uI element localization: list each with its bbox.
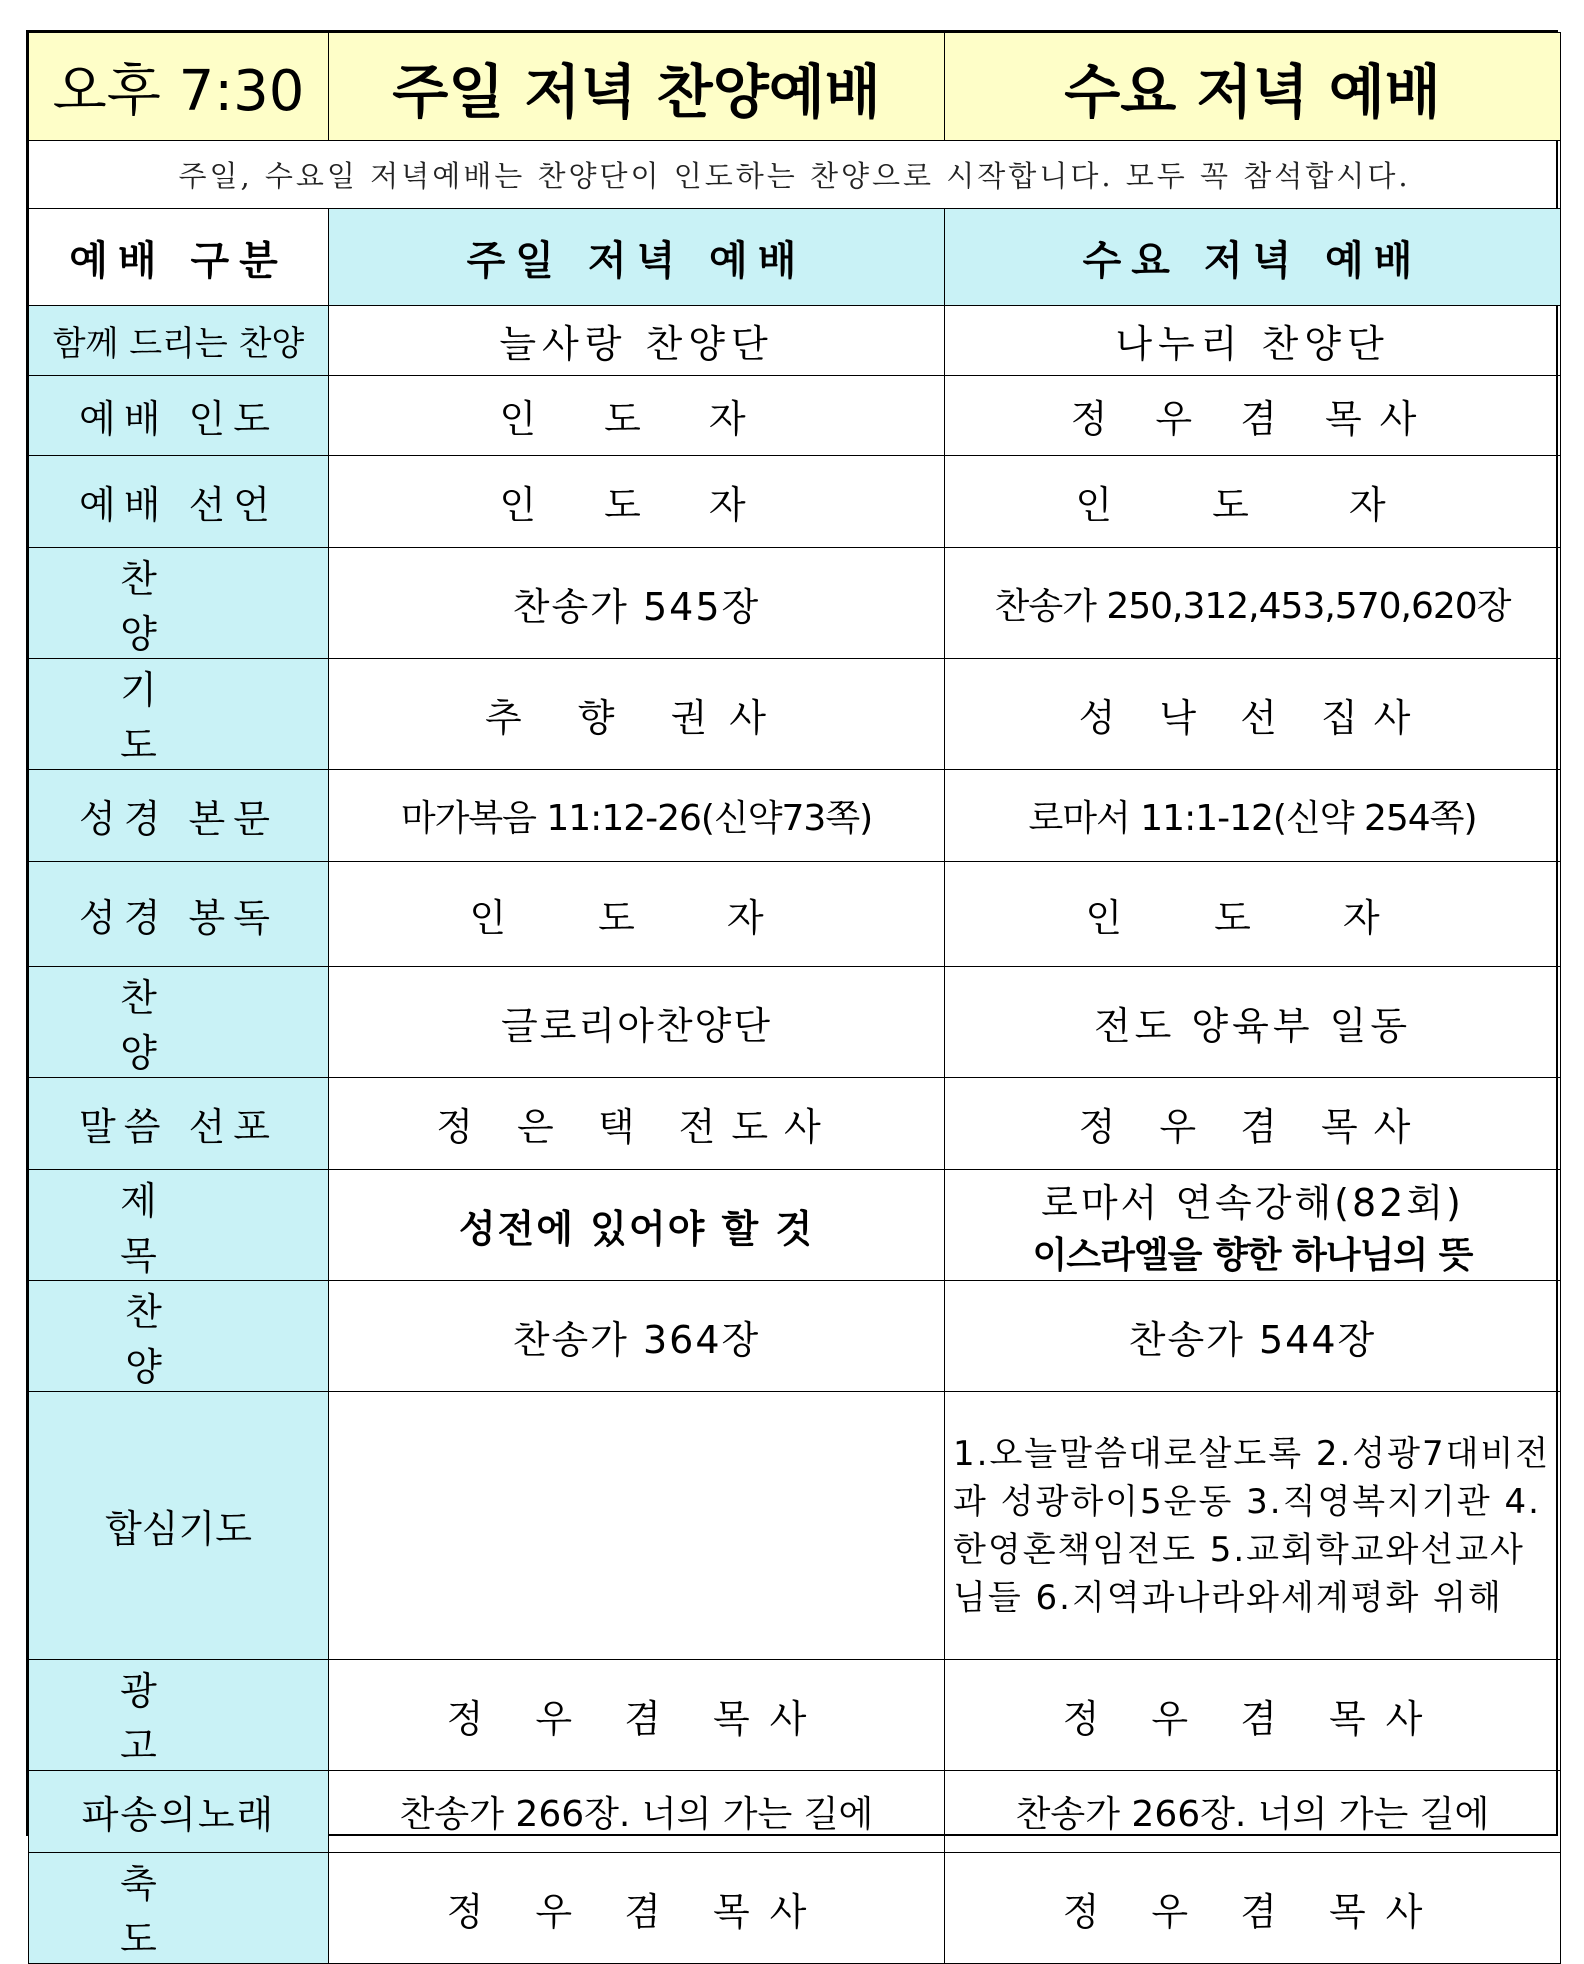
sunday-cell: 찬송가 545장 — [329, 548, 945, 659]
row-label: 제 목 — [29, 1170, 329, 1281]
table-row — [29, 306, 1561, 376]
row-label: 광 고 — [29, 1660, 329, 1771]
sunday-cell: 인 도 자 — [329, 862, 945, 967]
sunday-cell: 마가복음 11:12-26(신약73쪽) — [329, 770, 945, 862]
table-row — [29, 548, 1561, 659]
sunday-cell: 글로리아찬양단 — [329, 967, 945, 1078]
row-label: 찬 양 — [29, 1281, 329, 1392]
sunday-cell: 인 도 자 — [329, 376, 945, 456]
notice-row — [29, 141, 1561, 209]
table-row — [29, 1853, 1561, 1964]
row-label: 함께 드리는 찬양 — [29, 306, 329, 376]
wednesday-cell: 정 우 겸 목사 — [945, 1078, 1561, 1170]
row-label: 찬 양 — [29, 967, 329, 1078]
wednesday-cell: 찬송가 250,312,453,570,620장 — [945, 548, 1561, 659]
column-header-label: 예배 구분 — [29, 209, 329, 306]
row-label: 찬 양 — [29, 548, 329, 659]
wednesday-cell: 인 도 자 — [945, 456, 1561, 548]
prayer-topics-wednesday: 1.오늘말씀대로살도록 2.성광7대비전과 성광하이5운동 3.직영복지기관 4.한영혼책임전도 5.교회학교와선교사님들 6.지역과나라와세계평화 위해 — [945, 1392, 1561, 1660]
wednesday-cell: 로마서 11:1-12(신약 254쪽) — [945, 770, 1561, 862]
table-row — [29, 1392, 1561, 1660]
row-label: 파송의노래 — [29, 1771, 329, 1853]
table-row — [29, 1170, 1561, 1281]
row-label: 성경 봉독 — [29, 862, 329, 967]
sunday-cell: 인 도 자 — [329, 456, 945, 548]
row-label: 성경 본문 — [29, 770, 329, 862]
table-row — [29, 770, 1561, 862]
sermon-series-wednesday: 로마서 연속강해(82회) — [1041, 1181, 1464, 1225]
notice-text: 주일, 수요일 저녁예배는 찬양단이 인도하는 찬양으로 시작합니다. 모두 꼭 참석합시다. — [29, 141, 1561, 209]
table-row — [29, 659, 1561, 770]
row-label: 말씀 선포 — [29, 1078, 329, 1170]
column-header-row — [29, 209, 1561, 306]
sunday-cell: 정 은 택 전도사 — [329, 1078, 945, 1170]
sunday-cell: 정 우 겸 목사 — [329, 1853, 945, 1964]
row-label: 축 도 — [29, 1853, 329, 1964]
column-header-sunday: 주일 저녁 예배 — [329, 209, 945, 306]
header-row — [29, 33, 1561, 141]
sunday-cell: 찬송가 364장 — [329, 1281, 945, 1392]
sunday-service-title: 주일 저녁 찬양예배 — [329, 33, 945, 141]
wednesday-cell: 성 낙 선 집사 — [945, 659, 1561, 770]
wednesday-cell: 찬송가 544장 — [945, 1281, 1561, 1392]
wednesday-cell: 전도 양육부 일동 — [945, 967, 1561, 1078]
row-label: 예배 선언 — [29, 456, 329, 548]
table-row — [29, 1078, 1561, 1170]
service-time: 오후 7:30 — [29, 33, 329, 141]
sermon-title-wednesday-cell — [945, 1170, 1561, 1281]
sunday-cell: 추 향 권사 — [329, 659, 945, 770]
worship-schedule-table — [28, 32, 1561, 1964]
wednesday-cell: 정 우 겸 목사 — [945, 1660, 1561, 1771]
table-row — [29, 862, 1561, 967]
sunday-cell: 찬송가 266장. 너의 가는 길에 — [329, 1771, 945, 1853]
wednesday-cell: 인 도 자 — [945, 862, 1561, 967]
wednesday-cell: 정 우 겸 목사 — [945, 376, 1561, 456]
table-row — [29, 376, 1561, 456]
sunday-cell — [329, 1392, 945, 1660]
row-label: 예배 인도 — [29, 376, 329, 456]
sunday-cell: 늘사랑 찬양단 — [329, 306, 945, 376]
column-header-wednesday: 수요 저녁 예배 — [945, 209, 1561, 306]
wednesday-cell: 나누리 찬양단 — [945, 306, 1561, 376]
table-row — [29, 1660, 1561, 1771]
table-row — [29, 1771, 1561, 1853]
wednesday-service-title: 수요 저녁 예배 — [945, 33, 1561, 141]
worship-schedule-sheet — [26, 30, 1558, 1961]
row-label: 기 도 — [29, 659, 329, 770]
sermon-title-wednesday: 이스라엘을 향한 하나님의 뜻 — [1032, 1235, 1473, 1276]
row-label: 합심기도 — [29, 1392, 329, 1660]
sermon-title-sunday: 성전에 있어야 할 것 — [329, 1170, 945, 1281]
table-row — [29, 456, 1561, 548]
wednesday-cell: 정 우 겸 목사 — [945, 1853, 1561, 1964]
sunday-cell: 정 우 겸 목사 — [329, 1660, 945, 1771]
table-row — [29, 967, 1561, 1078]
wednesday-cell: 찬송가 266장. 너의 가는 길에 — [945, 1771, 1561, 1853]
table-row — [29, 1281, 1561, 1392]
